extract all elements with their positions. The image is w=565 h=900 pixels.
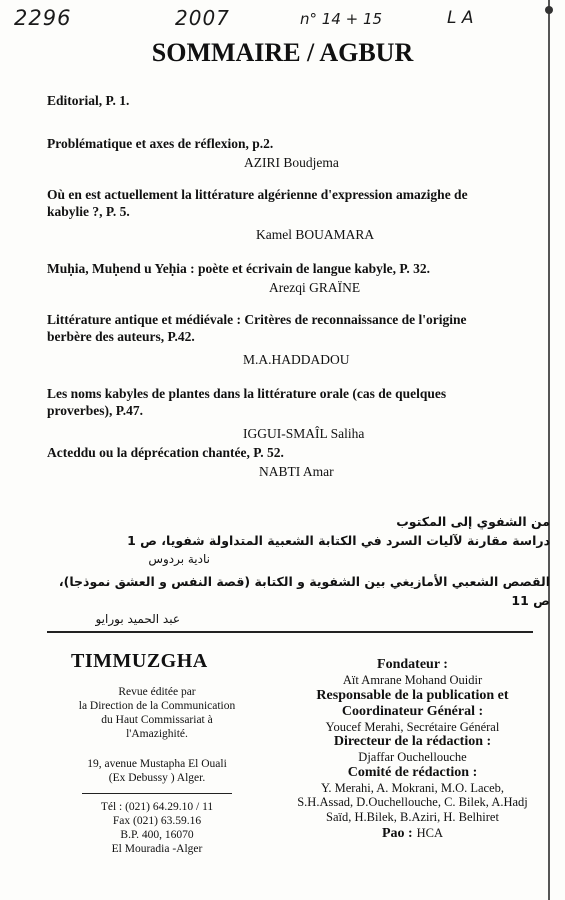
arabic-author: عبد الحميد بورايو [95,612,180,626]
entry-title-line: kabylie ?, P. 5. [47,204,130,219]
entry-title: Acteddu ou la déprécation chantée, P. 52. [47,445,284,460]
toc-entry-litterature-antique [47,311,517,368]
editorial-board [275,657,550,842]
desc-line: la Direction de la Communication [78,700,236,712]
address-line: (Ex Debussy ) Alger. [108,772,206,784]
fondateur-label: Fondateur : [377,657,448,672]
toc-entry-muhia [47,260,517,296]
journal-contact [47,800,267,856]
desc-line: l'Amazighité. [126,728,188,740]
entry-author: NABTI Amar [259,464,334,479]
responsable-name: Youcef Merahi, Secrétaire Général [325,719,500,734]
directeur-name: Djaffar Ouchellouche [358,750,467,764]
entry-title: Problématique et axes de réflexion, p.2. [47,136,274,151]
journal-address [47,757,267,785]
journal-description [47,685,267,741]
contact-line: Fax (021) 63.59.16 [112,815,202,827]
handwritten-issue: n° 14 + 15 [300,10,383,28]
coordinateur-label: Coordinateur Général : [341,703,484,719]
toc-entry-litterature-amazighe [47,186,517,243]
entry-title-line: proverbes), P.47. [47,403,143,418]
fondateur-name: Aït Amrane Mohand Ouidir [342,673,483,687]
arabic-author: نادية بردوس [148,552,210,566]
arabic-title-line: القصص الشعبي الأمازيغي بين الشفوية و الكتابة (قصة النفس و العشق نموذجا)، ص 11 [58,574,550,608]
comite-line: Y. Merahi, A. Mokrani, M.O. Laceb, [320,780,505,795]
entry-title-line: Les noms kabyles de plantes dans la littérature orale (cas de quelques [47,386,447,401]
directeur-label: Directeur de la rédaction : [333,734,492,749]
comite-line: S.H.Assad, D.Ouchellouche, C. Bilek, A.Hadj [297,795,528,809]
entry-author: IGGUI-SMAÎL Saliha [243,426,365,441]
toc-entry-editorial [47,92,517,109]
comite-label: Comité de rédaction : [347,764,478,780]
entry-title: Editorial, P. 1. [47,93,130,108]
arabic-title-line: دراسة مقارنة لآليات السرد في الكتابة الشعبية المتداولة شفويا، ص 1 [127,533,550,548]
pao-line [275,824,550,842]
scan-edge-dot [545,6,553,14]
entry-author: Kamel BOUAMARA [256,227,375,242]
address-line: 19, avenue Mustapha El Ouali [87,758,227,770]
contact-line: Tél : (021) 64.29.10 / 11 [100,801,214,813]
contact-divider [82,793,232,794]
toc-entry-acteddu [47,444,517,480]
pao-label: Pao : [381,826,413,841]
page-title: SOMMAIRE / AGBUR [151,38,414,67]
responsable-label: Responsable de la publication et [316,687,509,703]
pao-value: HCA [416,826,444,840]
desc-line: du Haut Commissariat à [101,714,213,726]
handwritten-year: 2007 [175,6,230,30]
entry-title-line: Où en est actuellement la littérature algérienne d'expression amazighe de [47,187,468,202]
arabic-toc [40,512,550,628]
toc-entry-noms-plantes [47,385,517,442]
desc-line: Revue éditée par [118,686,196,698]
comite-line: Saïd, H.Bilek, B.Aziri, H. Belhiret [326,809,499,824]
entry-author: M.A.HADDADOU [243,352,350,367]
entry-title: Muḥia, Muḥend u Yeḥia : poète et écrivain de langue kabyle, P. 32. [47,261,431,276]
entry-author: AZIRI Boudjema [244,155,339,170]
toc-entry-problematique [47,135,517,171]
section-divider [47,631,533,633]
contact-line: El Mouradia -Alger [111,843,203,855]
entry-title-line: Littérature antique et médiévale : Critères de reconnaissance de l'origine [47,312,467,327]
entry-title-line: berbère des auteurs, P.42. [47,329,195,344]
contact-line: B.P. 400, 16070 [120,829,194,841]
arabic-title-line: من الشفوي إلى المكتوب [396,514,550,529]
handwritten-number: 2296 [14,6,72,30]
entry-author: Arezqi GRAÏNE [269,280,361,295]
journal-name: TIMMUZGHA [71,650,208,672]
publisher-info [47,650,267,856]
handwritten-initials: L A [447,8,474,28]
